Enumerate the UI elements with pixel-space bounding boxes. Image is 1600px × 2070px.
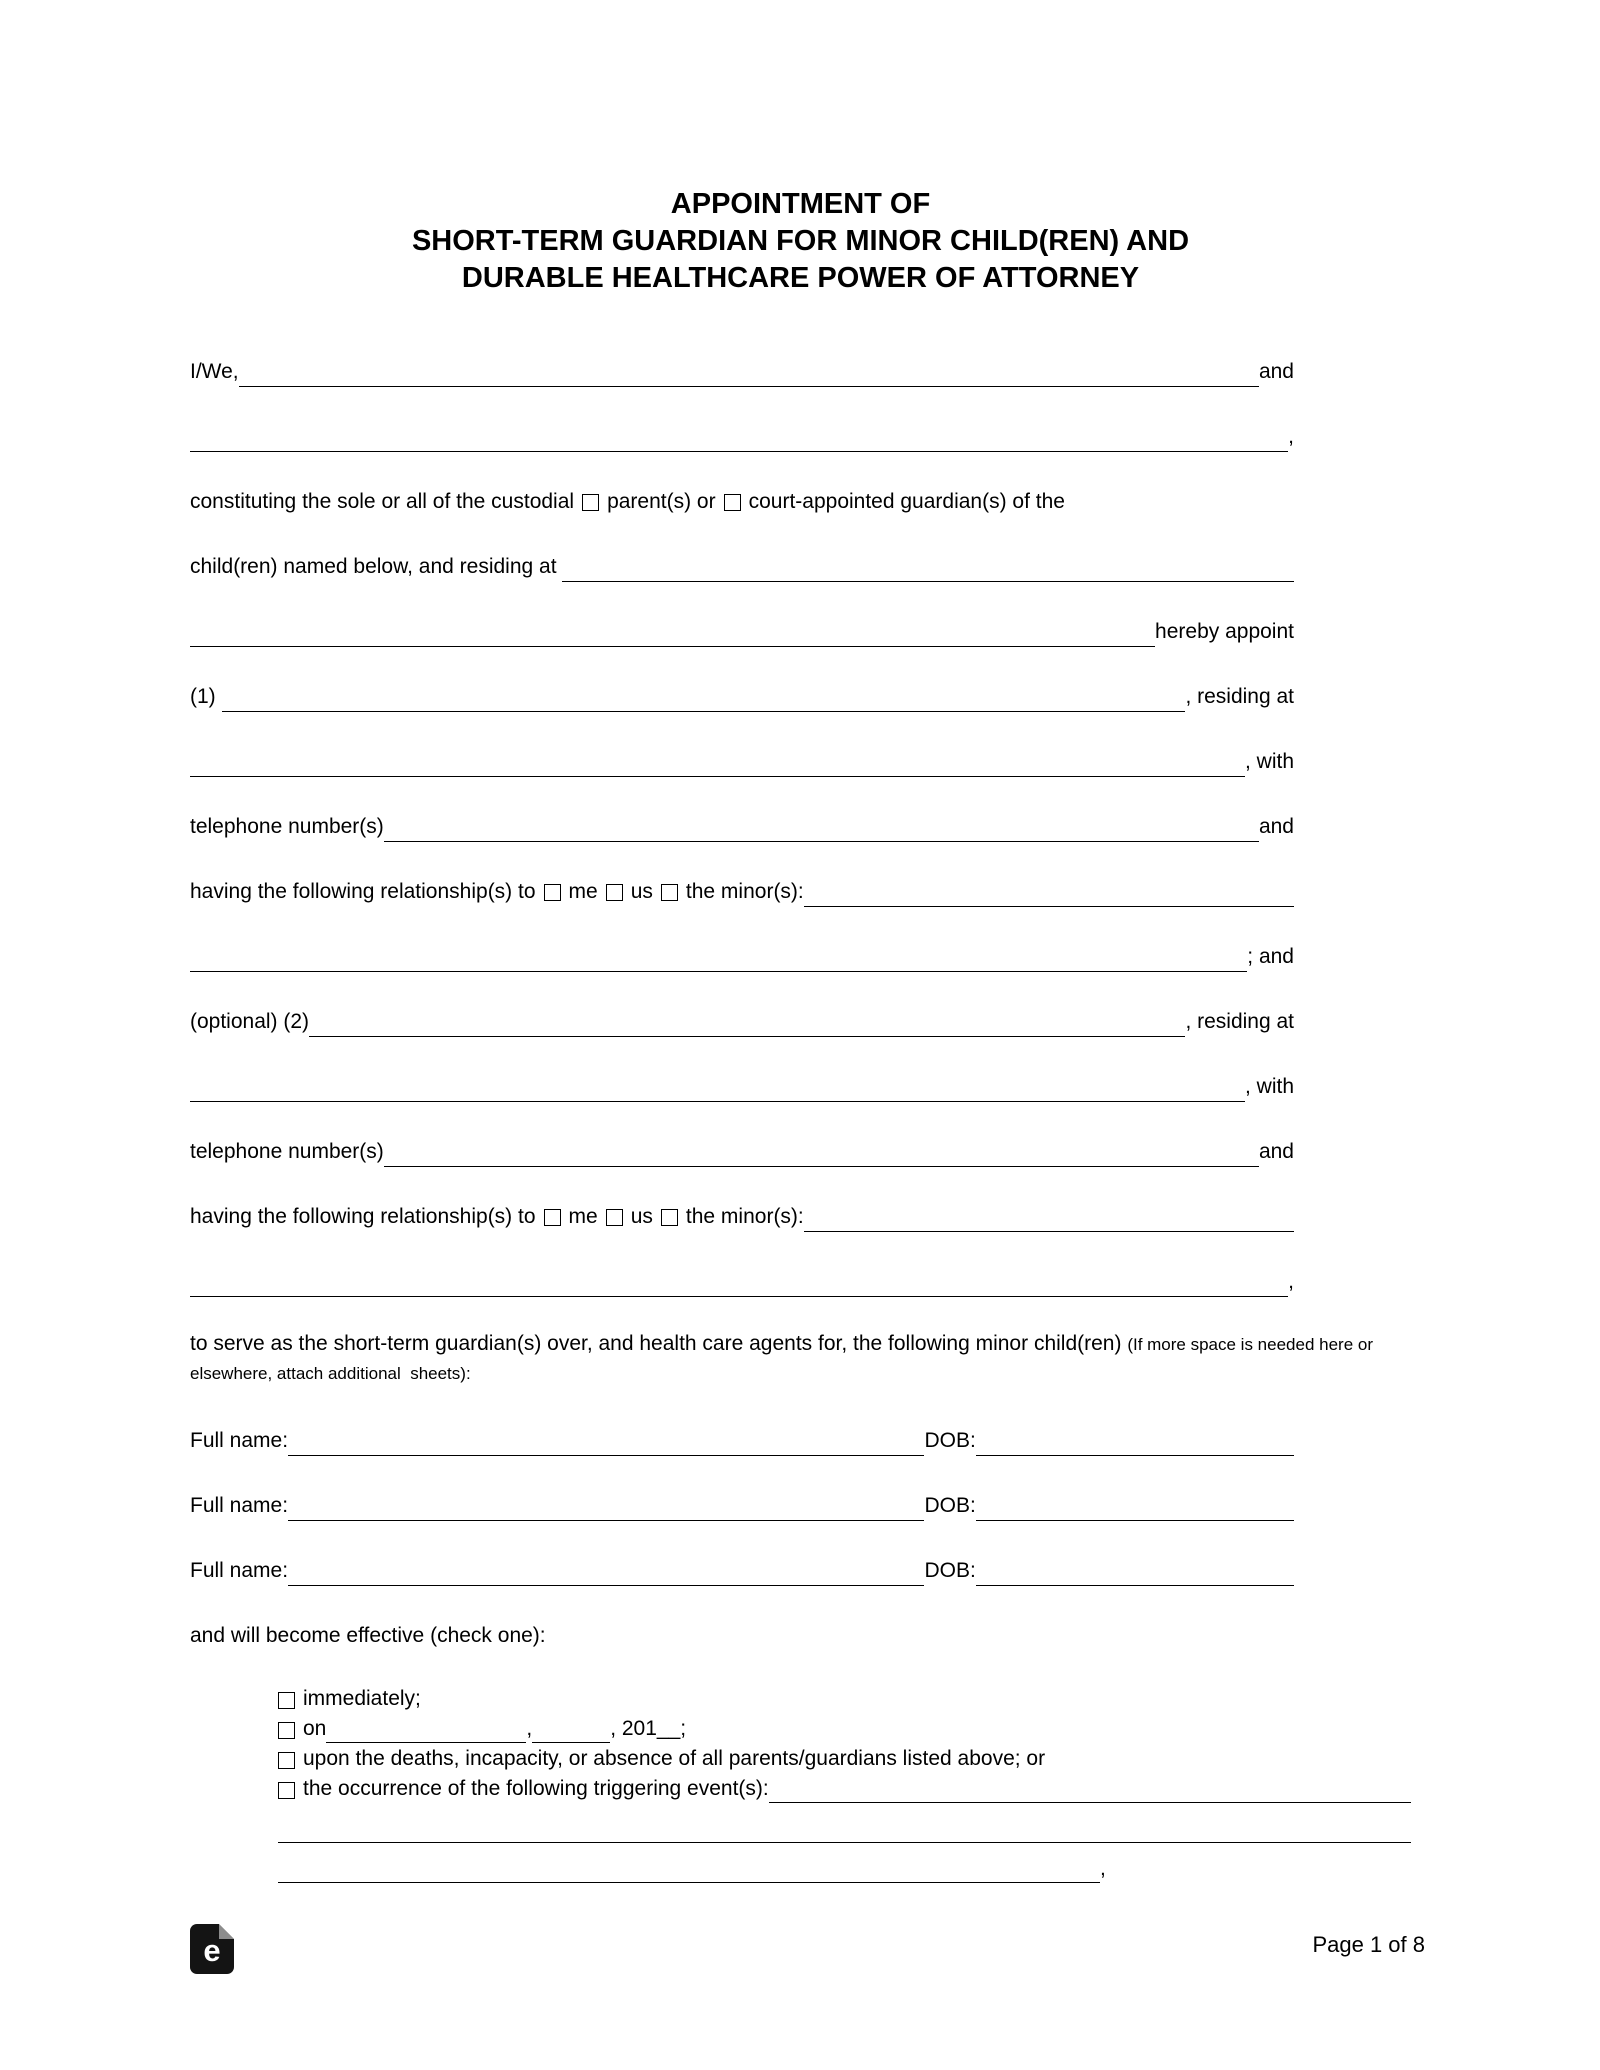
document-title — [190, 186, 1411, 297]
label-minors-2: the minor(s): — [685, 1205, 804, 1228]
effective-day-field[interactable] — [532, 1715, 610, 1743]
effective-month-day-field[interactable] — [326, 1715, 526, 1743]
label-relationship-1: having the following relationship(s) to — [190, 880, 536, 903]
label-residing-at: child(ren) named below, and residing at — [190, 555, 563, 578]
line-guardian-2-relationship-2 — [190, 1265, 1294, 1298]
label-dob-2: DOB: — [924, 1494, 976, 1517]
label-comma: , — [1288, 425, 1294, 448]
line-principals-2 — [190, 420, 1294, 453]
line-guardian-1-address — [190, 745, 1294, 778]
label-effective: and will become effective (check one): — [190, 1624, 546, 1647]
guardian-1-relationship-field[interactable] — [804, 879, 1294, 907]
child-3-dob-field[interactable] — [976, 1558, 1294, 1586]
guardian-1-relationship-field-2[interactable] — [190, 944, 1247, 972]
child-1-dob-field[interactable] — [976, 1428, 1294, 1456]
label-and-1: and — [1258, 815, 1294, 838]
label-trigger-comma: , — [1100, 1857, 1106, 1880]
label-with-2: , with — [1244, 1075, 1294, 1098]
child-2-dob-field[interactable] — [976, 1493, 1294, 1521]
label-constituting: constituting the sole or all of the custodial — [190, 490, 575, 513]
guardian-1-name-field[interactable] — [222, 684, 1186, 712]
guardian-1-address-field[interactable] — [190, 749, 1245, 777]
principal-1-name-field[interactable] — [239, 359, 1259, 387]
checkbox-g1-minors[interactable] — [661, 884, 678, 901]
form-body — [190, 355, 1411, 1884]
line-guardian-2-relationship — [190, 1200, 1294, 1233]
triggering-event-field[interactable] — [769, 1775, 1411, 1803]
line-trigger-2 — [278, 1804, 1411, 1844]
label-residing-at-2: , residing at — [1185, 1010, 1294, 1033]
checkbox-triggering-event[interactable] — [278, 1782, 295, 1799]
triggering-event-field-2[interactable] — [278, 1815, 1411, 1843]
line-guardian-2-phone — [190, 1135, 1294, 1168]
line-child-2 — [190, 1489, 1294, 1522]
label-immediately: immediately; — [303, 1687, 421, 1710]
para-serve — [190, 1330, 1411, 1388]
label-me-2: me — [568, 1205, 598, 1228]
title-line-1: APPOINTMENT OF — [670, 188, 931, 220]
guardian-2-relationship-field[interactable] — [804, 1204, 1294, 1232]
label-and: and — [1258, 360, 1294, 383]
label-hereby-appoint: hereby appoint — [1155, 620, 1294, 643]
label-relationship-2: having the following relationship(s) to — [190, 1205, 536, 1228]
line-effective — [190, 1619, 1294, 1652]
principal-address-field-2[interactable] — [190, 619, 1155, 647]
line-effective-immediately — [278, 1684, 1411, 1714]
eforms-logo — [190, 1924, 234, 1974]
label-us-1: us — [630, 880, 653, 903]
label-comma-2: , — [1288, 1270, 1294, 1293]
label-telephone-1: telephone number(s) — [190, 815, 384, 838]
line-effective-trigger — [278, 1774, 1411, 1804]
line-effective-on-date — [278, 1714, 1411, 1744]
line-guardian-1-phone — [190, 810, 1294, 843]
line-child-3 — [190, 1554, 1294, 1587]
label-year: , 201__; — [610, 1717, 687, 1740]
line-child-1 — [190, 1424, 1294, 1457]
line-principals-1 — [190, 355, 1294, 388]
label-court-appointed: court-appointed guardian(s) of the — [748, 490, 1065, 513]
principal-2-name-field[interactable] — [190, 424, 1288, 452]
checkbox-on-date[interactable] — [278, 1722, 295, 1739]
checkbox-parents[interactable] — [582, 494, 599, 511]
guardian-2-name-field[interactable] — [309, 1009, 1185, 1037]
label-full-name-2: Full name: — [190, 1494, 289, 1517]
checkbox-deaths-incapacity[interactable] — [278, 1752, 295, 1769]
label-me-1: me — [568, 880, 598, 903]
child-2-name-field[interactable] — [288, 1493, 924, 1521]
title-line-3: DURABLE HEALTHCARE POWER OF ATTORNEY — [461, 262, 1140, 294]
checkbox-g2-me[interactable] — [544, 1209, 561, 1226]
label-full-name-1: Full name: — [190, 1429, 289, 1452]
child-3-name-field[interactable] — [288, 1558, 924, 1586]
label-full-name-3: Full name: — [190, 1559, 289, 1582]
checkbox-immediately[interactable] — [278, 1692, 295, 1709]
label-deaths-incapacity: upon the deaths, incapacity, or absence of all parents/guardians listed above; or — [303, 1747, 1046, 1770]
line-effective-deaths — [278, 1744, 1411, 1774]
label-guardian-1: (1) — [190, 685, 222, 708]
guardian-1-phone-field[interactable] — [384, 814, 1259, 842]
label-dob-3: DOB: — [924, 1559, 976, 1582]
checkbox-g2-us[interactable] — [606, 1209, 623, 1226]
label-parents: parent(s) or — [607, 490, 716, 513]
checkbox-g1-us[interactable] — [606, 884, 623, 901]
label-telephone-2: telephone number(s) — [190, 1140, 384, 1163]
guardian-2-phone-field[interactable] — [384, 1139, 1259, 1167]
page-fold-icon — [219, 1924, 234, 1939]
label-residing-at-1: , residing at — [1185, 685, 1294, 708]
child-1-name-field[interactable] — [288, 1428, 924, 1456]
triggering-event-field-3[interactable] — [278, 1855, 1100, 1883]
page-number-label: Page 1 of 8 — [1312, 1932, 1425, 1957]
guardian-2-relationship-field-2[interactable] — [190, 1269, 1288, 1297]
label-on: on — [303, 1717, 327, 1740]
title-line-2: SHORT-TERM GUARDIAN FOR MINOR CHILD(REN) AND — [411, 225, 1190, 257]
label-and-2: and — [1258, 1140, 1294, 1163]
label-date-comma: , — [526, 1717, 533, 1740]
label-semicolon-and: ; and — [1247, 945, 1294, 968]
label-with-1: , with — [1244, 750, 1294, 773]
label-guardian-2: (optional) (2) — [190, 1010, 310, 1033]
line-guardian-1-name — [190, 680, 1294, 713]
label-us-2: us — [630, 1205, 653, 1228]
label-dob-1: DOB: — [924, 1429, 976, 1452]
line-guardian-2-name — [190, 1005, 1294, 1038]
label-minors-1: the minor(s): — [685, 880, 804, 903]
line-guardian-1-relationship-2 — [190, 940, 1294, 973]
principal-address-field[interactable] — [562, 554, 1294, 582]
line-residing-at — [190, 550, 1294, 583]
label-triggering-event: the occurrence of the following triggering event(s): — [303, 1777, 769, 1800]
line-hereby-appoint — [190, 615, 1294, 648]
checkbox-g1-me[interactable] — [544, 884, 561, 901]
checkbox-court-appointed-guardians[interactable] — [724, 494, 741, 511]
label-more-space-note: (If more space is needed here or elsewhere, attach additional sheets): — [190, 1335, 1378, 1383]
eforms-logo-letter: e — [203, 1933, 221, 1968]
guardian-2-address-field[interactable] — [190, 1074, 1245, 1102]
line-trigger-3 — [278, 1844, 1411, 1884]
line-guardian-2-address — [190, 1070, 1294, 1103]
checkbox-g2-minors[interactable] — [661, 1209, 678, 1226]
line-guardian-1-relationship — [190, 875, 1294, 908]
label-serve-as: to serve as the short-term guardian(s) over, and health care agents for, the following minor child(ren) — [190, 1332, 1128, 1355]
line-custodial-status — [190, 485, 1294, 518]
label-iwe: I/We, — [190, 360, 239, 383]
